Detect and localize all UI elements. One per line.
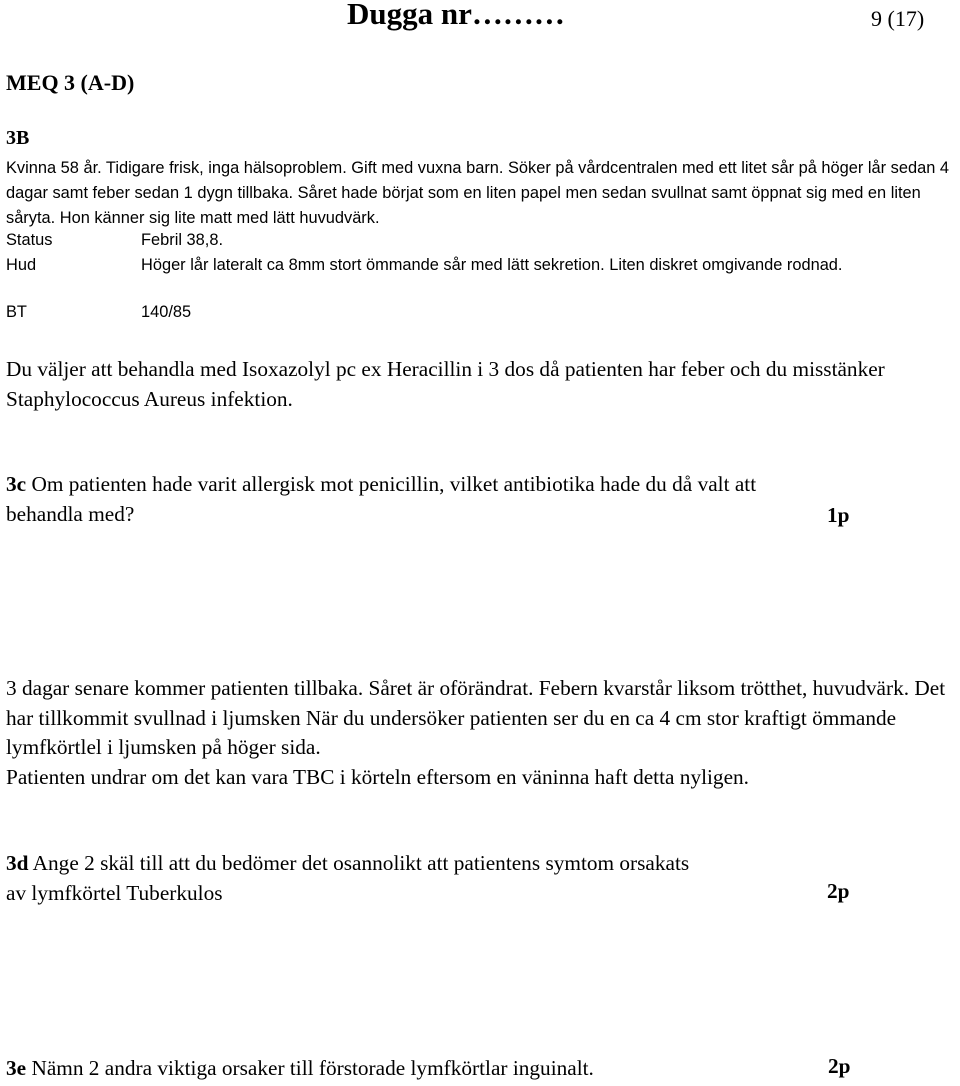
finding-value-skin: Höger lår lateralt ca 8mm stort ömmande sår med lätt sekretion. Liten diskret omgivande rodnad. <box>141 256 843 274</box>
question-3c <box>6 470 786 529</box>
page-number: 9 (17) <box>871 6 925 31</box>
question-3c-points: 1p <box>827 503 850 527</box>
followup-text: 3 dagar senare kommer patienten tillbaka. Såret är oförändrat. Febern kvarstår liksom trötthet, huvudvärk. Det har tillkommit svullnad i ljumsken När du undersöker patienten ser du en ca 4 cm stor kraftigt ömmande lymfkörtlel i ljumsken på höger sida. <box>6 676 946 759</box>
question-3e-text: Nämn 2 andra viktiga orsaker till förstorade lymfkörtlar inguinalt. <box>31 1056 594 1080</box>
question-3d-points: 2p <box>827 879 850 903</box>
followup-text-2: Patienten undrar om det kan vara TBC i körteln eftersom en väninna haft detta nyligen. <box>6 765 749 789</box>
question-3e-id: 3e <box>6 1056 27 1080</box>
finding-value-bp: 140/85 <box>141 303 192 321</box>
question-3d-id: 3d <box>6 851 29 875</box>
question-3e-points: 2p <box>828 1054 851 1078</box>
question-3c-text: Om patienten hade varit allergisk mot penicillin, vilket antibiotika hade du då valt att behandla med? <box>6 472 757 526</box>
question-3d-text: Ange 2 skäl till att du bedömer det osannolikt att patientens symtom orsakats av lymfkörtel Tuberkulos <box>6 851 690 905</box>
case-description: Kvinna 58 år. Tidigare frisk, inga hälsoproblem. Gift med vuxna barn. Söker på vårdcentralen med ett litet sår på höger lår sedan 4 dagar samt feber sedan 1 dygn tillbaka. Såret hade börjat som en liten papel men sedan svullnat samt öppnat sig med en liten såryta. Hon känner sig lite matt med lätt huvudvärk. <box>6 159 949 227</box>
page-title: Dugga nr……… <box>347 0 565 31</box>
finding-label-bp: BT <box>6 303 27 321</box>
finding-label-status: Status <box>6 231 53 249</box>
case-id: 3B <box>6 127 30 149</box>
finding-label-skin: Hud <box>6 256 37 274</box>
treatment-text: Du väljer att behandla med Isoxazolyl pc ex Heracillin i 3 dos då patienten har feber och du misstänker Staphylococcus Aureus infektion. <box>6 357 885 411</box>
question-3e <box>6 1054 746 1084</box>
finding-value-status: Febril 38,8. <box>141 231 223 249</box>
section-heading: MEQ 3 (A-D) <box>6 70 135 95</box>
question-3d <box>6 849 706 908</box>
question-3c-id: 3c <box>6 472 27 496</box>
